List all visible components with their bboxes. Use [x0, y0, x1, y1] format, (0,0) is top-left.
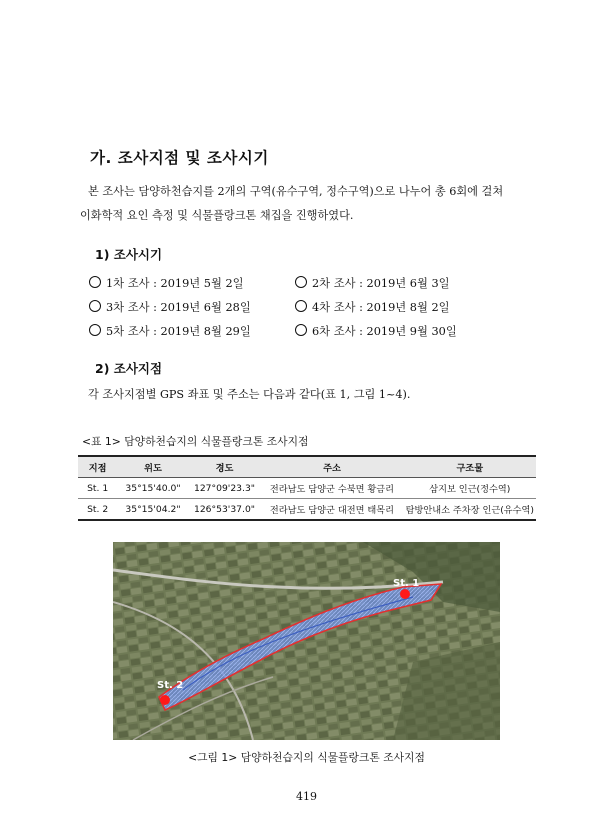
table-cell: St. 1: [78, 478, 117, 499]
schedule-item: 6차 조사 : 2019년 9월 30일: [295, 323, 457, 339]
bullet-circle-icon: [89, 324, 101, 336]
st1-marker: [400, 589, 410, 599]
bullet-circle-icon: [295, 300, 307, 312]
sites-table: [78, 455, 536, 521]
st1-label: St. 1: [393, 578, 420, 589]
schedule-item: 3차 조사 : 2019년 6월 28일: [89, 299, 251, 315]
table-cell: 전라남도 담양군 대전면 태목리: [260, 499, 403, 521]
col-header: 위도: [117, 456, 188, 478]
st2-label: St. 2: [157, 680, 184, 691]
section-title: 가. 조사지점 및 조사시기: [90, 149, 269, 167]
table-cell: 127°09'23.3": [189, 478, 261, 499]
bullet-circle-icon: [295, 276, 307, 288]
table-cell: 35°15'40.0": [117, 478, 188, 499]
col-header: 경도: [189, 456, 261, 478]
table-cell: 35°15'04.2": [117, 499, 188, 521]
figure-caption: <그림 1> 담양하천습지의 식물플랑크톤 조사지점: [188, 751, 425, 764]
col-header: 지점: [78, 456, 117, 478]
intro-line-1: 본 조사는 담양하천습지를 2개의 구역(유수구역, 정수구역)으로 나누어 총 6회에 걸쳐: [88, 185, 504, 198]
table-header-row: [78, 456, 536, 478]
col-header: 구조물: [404, 456, 536, 478]
table-cell: 삼지보 인근(정수역): [404, 478, 536, 499]
st2-marker: [160, 695, 170, 705]
schedule-item: 2차 조사 : 2019년 6월 3일: [295, 275, 450, 291]
table-cell: St. 2: [78, 499, 117, 521]
sites-heading: 2) 조사지점: [95, 361, 163, 376]
table-cell: 탐방안내소 주차장 인근(유수역): [404, 499, 536, 521]
sites-text: 각 조사지점별 GPS 좌표 및 주소는 다음과 같다(표 1, 그림 1~4).: [88, 388, 411, 401]
schedule-item: 1차 조사 : 2019년 5월 2일: [89, 275, 244, 291]
wetland-aerial-map: [113, 542, 500, 740]
schedule-heading: 1) 조사시기: [95, 247, 163, 262]
table-cell: 전라남도 담양군 수북면 황금리: [260, 478, 403, 499]
table-row: [78, 478, 536, 499]
col-header: 주소: [260, 456, 403, 478]
table-row: [78, 499, 536, 521]
schedule-item: 4차 조사 : 2019년 8월 2일: [295, 299, 450, 315]
bullet-circle-icon: [295, 324, 307, 336]
intro-line-2: 이화학적 요인 측정 및 식물플랑크톤 채집을 진행하였다.: [80, 209, 354, 222]
page-number: 419: [296, 790, 317, 803]
schedule-item: 5차 조사 : 2019년 8월 29일: [89, 323, 251, 339]
table-caption: <표 1> 담양하천습지의 식물플랑크톤 조사지점: [82, 435, 309, 448]
bullet-circle-icon: [89, 276, 101, 288]
intro-paragraph: [80, 180, 503, 228]
bullet-circle-icon: [89, 300, 101, 312]
table-cell: 126°53'37.0": [189, 499, 261, 521]
